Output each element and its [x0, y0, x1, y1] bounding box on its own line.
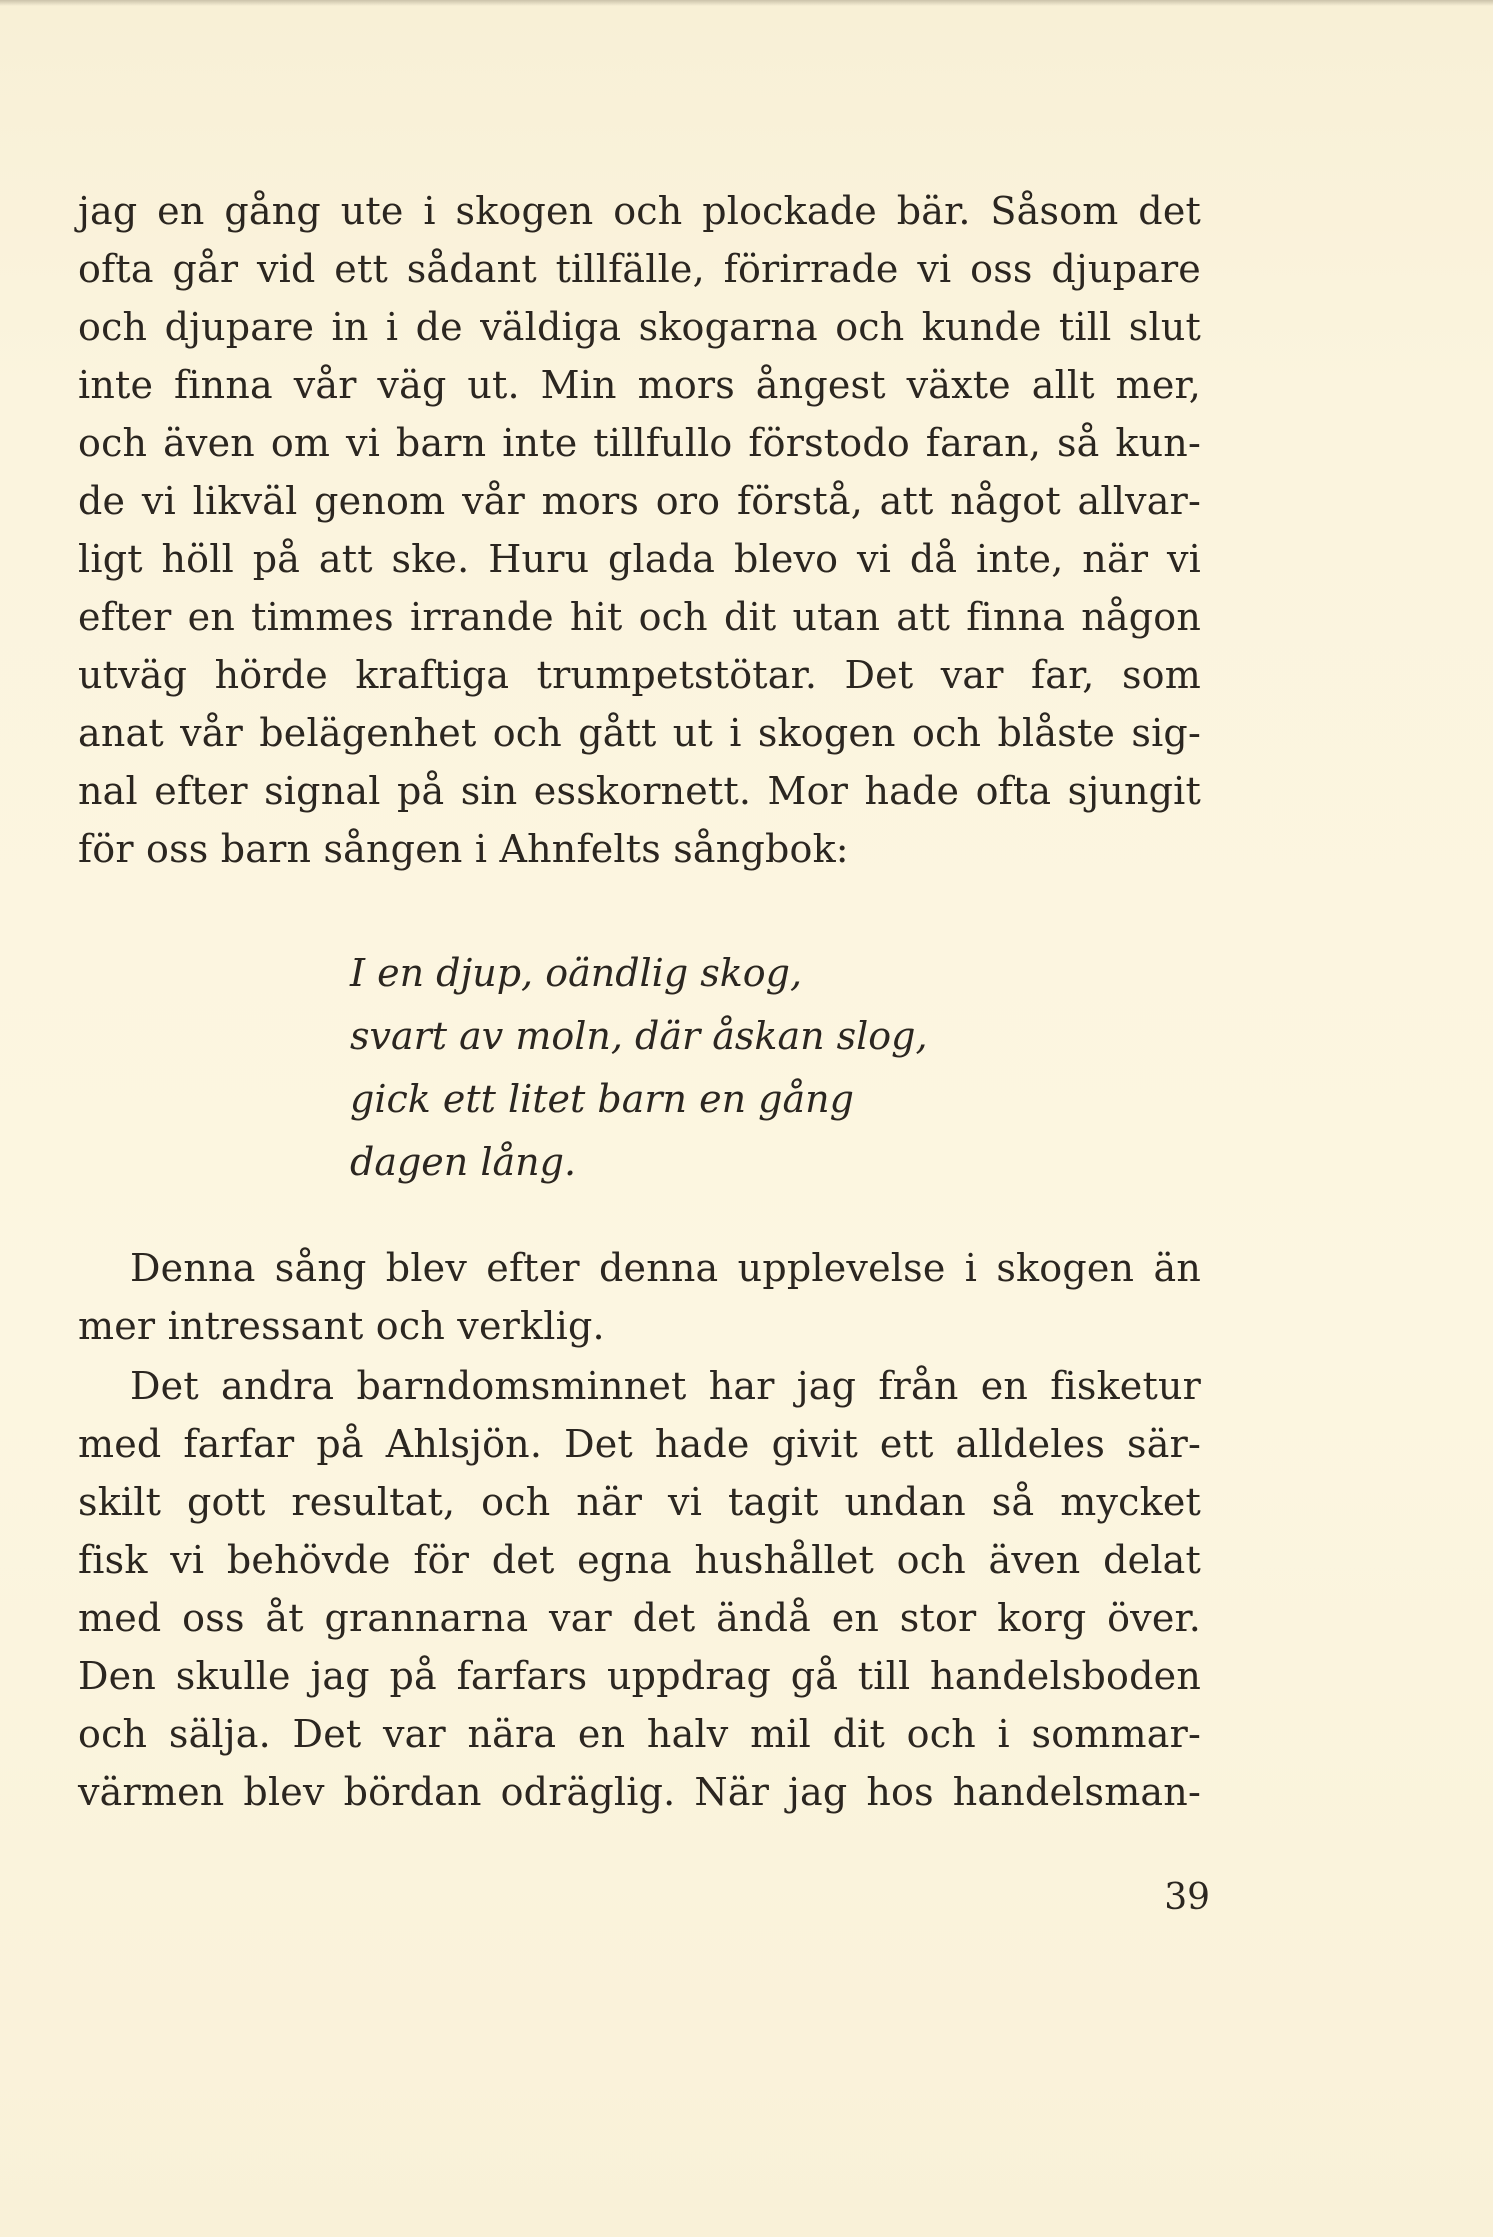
verse-line: gick ett litet barn en gång [350, 1077, 854, 1121]
text-line: utväg hörde kraftiga trumpetstötar. Det var far, som [78, 653, 1201, 697]
text-line: nal efter signal på sin esskornett. Mor hade ofta sjungit [78, 769, 1201, 813]
text-line: anat vår belägenhet och gått ut i skogen och blåste sig- [78, 711, 1201, 755]
text-line: ligt höll på att ske. Huru glada blevo vi då inte, när vi [78, 537, 1201, 581]
text-line: med farfar på Ahlsjön. Det hade givit ett alldeles sär- [78, 1422, 1201, 1466]
text-line: jag en gång ute i skogen och plockade bär. Såsom det [78, 189, 1201, 233]
text-line: Den skulle jag på farfars uppdrag gå till handelsboden [78, 1654, 1201, 1698]
text-line: efter en timmes irrande hit och dit utan att finna någon [78, 595, 1201, 639]
text-line: de vi likväl genom vår mors oro förstå, att något allvar- [78, 479, 1201, 523]
text-line: Det andra barndomsminnet har jag från en fisketur [130, 1364, 1201, 1408]
text-line: med oss åt grannarna var det ändå en stor korg över. [78, 1596, 1201, 1640]
text-line: för oss barn sången i Ahnfelts sångbok: [78, 827, 849, 871]
page-number: 39 [1164, 1877, 1210, 1918]
text-line: Denna sång blev efter denna upplevelse i skogen än [130, 1246, 1201, 1290]
text-line: värmen blev bördan odräglig. När jag hos handelsman- [78, 1770, 1201, 1814]
verse-line: dagen lång. [350, 1140, 577, 1184]
text-line: inte finna vår väg ut. Min mors ångest växte allt mer, [78, 363, 1201, 407]
text-line: och även om vi barn inte tillfullo förstodo faran, så kun- [78, 421, 1201, 465]
verse-line: svart av moln, där åskan slog, [350, 1014, 928, 1058]
page-top-edge [0, 0, 1493, 6]
text-line: fisk vi behövde för det egna hushållet och även delat [78, 1538, 1201, 1582]
text-line: och djupare in i de väldiga skogarna och kunde till slut [78, 305, 1201, 349]
verse-line: I en djup, oändlig skog, [350, 951, 803, 995]
text-line: mer intressant och verklig. [78, 1304, 605, 1348]
text-line: och sälja. Det var nära en halv mil dit och i sommar- [78, 1712, 1201, 1756]
text-line: skilt gott resultat, och när vi tagit undan så mycket [78, 1480, 1201, 1524]
text-line: ofta går vid ett sådant tillfälle, förirrade vi oss djupare [78, 247, 1201, 291]
